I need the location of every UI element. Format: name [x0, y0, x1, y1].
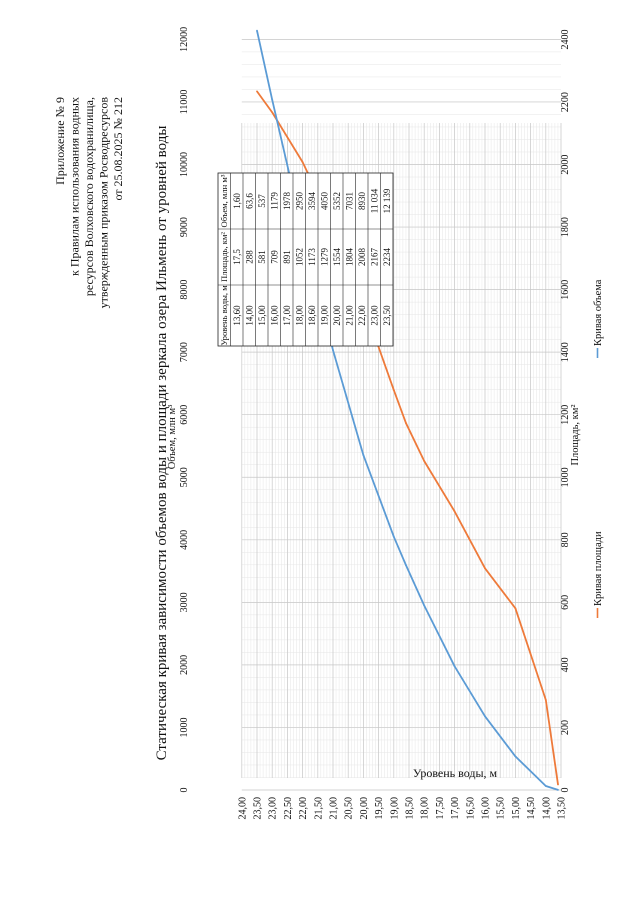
table-cell: 2008 — [356, 248, 367, 266]
bottom-tick-label: 400 — [560, 657, 571, 673]
table-cell: 22,00 — [356, 305, 367, 326]
top-tick-label: 1000 — [179, 717, 190, 738]
y-tick-label: 23,50 — [252, 797, 264, 820]
table-cell: 23,00 — [369, 305, 380, 326]
table-cell: 8930 — [356, 192, 367, 210]
table-header-cell: Объем, млн м³ — [219, 174, 229, 228]
table-cell: 3594 — [306, 192, 317, 210]
annex-line: от 25.08.2025 № 212 — [111, 97, 125, 201]
top-tick-label: 2000 — [179, 654, 190, 675]
table-cell: 1179 — [269, 192, 280, 210]
table-cell: 4050 — [319, 192, 330, 210]
bottom-tick-label: 1200 — [560, 404, 571, 425]
y-tick-label: 22,00 — [298, 797, 310, 820]
y-tick-label: 22,50 — [282, 797, 294, 820]
table-cell: 14,00 — [244, 305, 255, 326]
table-cell: 1978 — [281, 192, 292, 210]
y-tick-label: 20,50 — [343, 797, 355, 820]
y-tick-label: 15,50 — [495, 797, 507, 820]
table-cell: 2167 — [369, 248, 380, 266]
top-tick-label: 9000 — [179, 217, 190, 238]
data-point — [271, 99, 273, 101]
table-cell: 288 — [244, 250, 255, 264]
table-cell: 18,00 — [294, 305, 305, 326]
data-point — [423, 460, 425, 462]
data-table — [218, 173, 393, 346]
y-tick-label: 23,00 — [267, 797, 279, 820]
table-cell: 581 — [256, 250, 267, 264]
data-point — [405, 564, 407, 566]
table-cell: 15,00 — [256, 305, 267, 326]
annex-line: ресурсов Волховского водохранилища, — [82, 97, 96, 297]
top-tick-label: 5000 — [179, 467, 190, 488]
y-tick-label: 14,50 — [526, 797, 538, 820]
table-cell: 20,00 — [331, 305, 342, 326]
bottom-tick-label: 2000 — [560, 154, 571, 175]
y-tick-label: 24,00 — [237, 797, 249, 820]
chart-title: Статическая кривая зависимости объемов воды и площади зеркала озера Ильмень от уровней воды — [154, 125, 170, 761]
top-tick-label: 8000 — [179, 279, 190, 300]
data-point — [557, 789, 559, 791]
bottom-tick-label: 1800 — [560, 217, 571, 238]
data-point — [484, 567, 486, 569]
bottom-tick-label: 1600 — [560, 279, 571, 300]
bottom-tick-label: 0 — [560, 787, 571, 793]
annex-line: утвержденным приказом Росводресурсов — [96, 97, 111, 309]
y-tick-label: 18,00 — [419, 797, 431, 820]
table-cell: 537 — [256, 194, 267, 208]
data-point — [454, 665, 456, 667]
bottom-axis-label: Площадь, км² — [570, 404, 581, 466]
top-tick-label: 11000 — [179, 89, 190, 115]
data-point — [484, 715, 486, 717]
table-cell: 1279 — [319, 248, 330, 266]
data-point — [423, 605, 425, 607]
bottom-tick-label: 600 — [560, 594, 571, 610]
bottom-tick-label: 1400 — [560, 342, 571, 363]
table-cell: 63,6 — [244, 193, 255, 209]
table-cell: 2234 — [381, 248, 392, 266]
data-point — [302, 161, 304, 163]
table-cell: 1554 — [331, 248, 342, 266]
data-point — [405, 422, 407, 424]
data-point — [393, 536, 395, 538]
table-cell: 18,60 — [306, 305, 317, 326]
data-point — [515, 607, 517, 609]
top-tick-label: 3000 — [179, 592, 190, 613]
data-point — [332, 349, 334, 351]
table-cell: 16,00 — [269, 305, 280, 326]
bottom-tick-label: 800 — [560, 532, 571, 548]
data-point — [515, 756, 517, 758]
y-tick-label: 14,00 — [541, 797, 553, 820]
bottom-tick-label: 2200 — [560, 92, 571, 113]
table-header-cell: Площадь, км² — [219, 231, 229, 283]
y-tick-label: 16,00 — [480, 797, 492, 820]
table-cell: 7031 — [344, 192, 355, 210]
legend-label: Кривая объема — [593, 279, 604, 346]
table-cell: 21,00 — [344, 305, 355, 326]
top-tick-label: 7000 — [179, 342, 190, 363]
table-header-cell: Уровень воды, м — [219, 285, 229, 346]
y-tick-label: 21,50 — [313, 797, 325, 820]
top-tick-label: 12000 — [179, 26, 190, 52]
y-tick-label: 19,00 — [389, 797, 401, 820]
top-tick-label: 0 — [179, 787, 190, 793]
y-tick-label: 19,50 — [374, 797, 386, 820]
y-tick-label: 17,50 — [434, 797, 446, 820]
table-cell: 17,00 — [281, 305, 292, 326]
table-cell: 891 — [281, 250, 292, 264]
y-tick-label: 18,50 — [404, 797, 416, 820]
data-point — [256, 91, 258, 93]
data-point — [271, 112, 273, 114]
table-cell: 19,00 — [319, 305, 330, 326]
legend-label: Кривая площади — [593, 531, 604, 606]
top-tick-label: 4000 — [179, 529, 190, 550]
y-tick-label: 16,50 — [465, 797, 477, 820]
top-tick-label: 6000 — [179, 404, 190, 425]
table-cell: 1173 — [306, 248, 317, 266]
top-tick-label: 10000 — [179, 152, 190, 177]
bottom-tick-label: 200 — [560, 719, 571, 735]
table-cell: 17,5 — [231, 249, 242, 265]
data-point — [557, 784, 559, 786]
data-point — [454, 511, 456, 513]
table-cell: 1804 — [344, 248, 355, 266]
y-axis-label: Уровень воды, м — [412, 766, 498, 780]
data-point — [393, 389, 395, 391]
table-cell: 1052 — [294, 248, 305, 266]
top-axis-label: Объем, млн м³ — [167, 404, 178, 470]
table-cell: 709 — [269, 250, 280, 264]
bottom-tick-label: 2400 — [560, 29, 571, 50]
data-point — [545, 785, 547, 787]
table-cell: 1,60 — [231, 193, 242, 209]
bottom-tick-label: 1000 — [560, 467, 571, 488]
y-tick-label: 13,50 — [556, 797, 568, 820]
data-point — [545, 699, 547, 701]
table-cell: 2950 — [294, 192, 305, 210]
y-tick-label: 21,00 — [328, 797, 340, 820]
table-cell: 13,60 — [231, 305, 242, 326]
table-cell: 23,50 — [381, 305, 392, 326]
table-cell: 5352 — [331, 192, 342, 210]
data-point — [256, 30, 258, 32]
data-point — [363, 454, 365, 456]
table-cell: 12 139 — [381, 188, 392, 214]
y-tick-label: 20,00 — [358, 797, 370, 820]
y-tick-label: 15,00 — [510, 797, 522, 820]
y-tick-label: 17,00 — [450, 797, 462, 820]
table-cell: 11 034 — [369, 188, 380, 214]
annex-line: Приложение № 9 — [53, 97, 67, 185]
annex-line: к Правилам использования водных — [67, 97, 82, 276]
